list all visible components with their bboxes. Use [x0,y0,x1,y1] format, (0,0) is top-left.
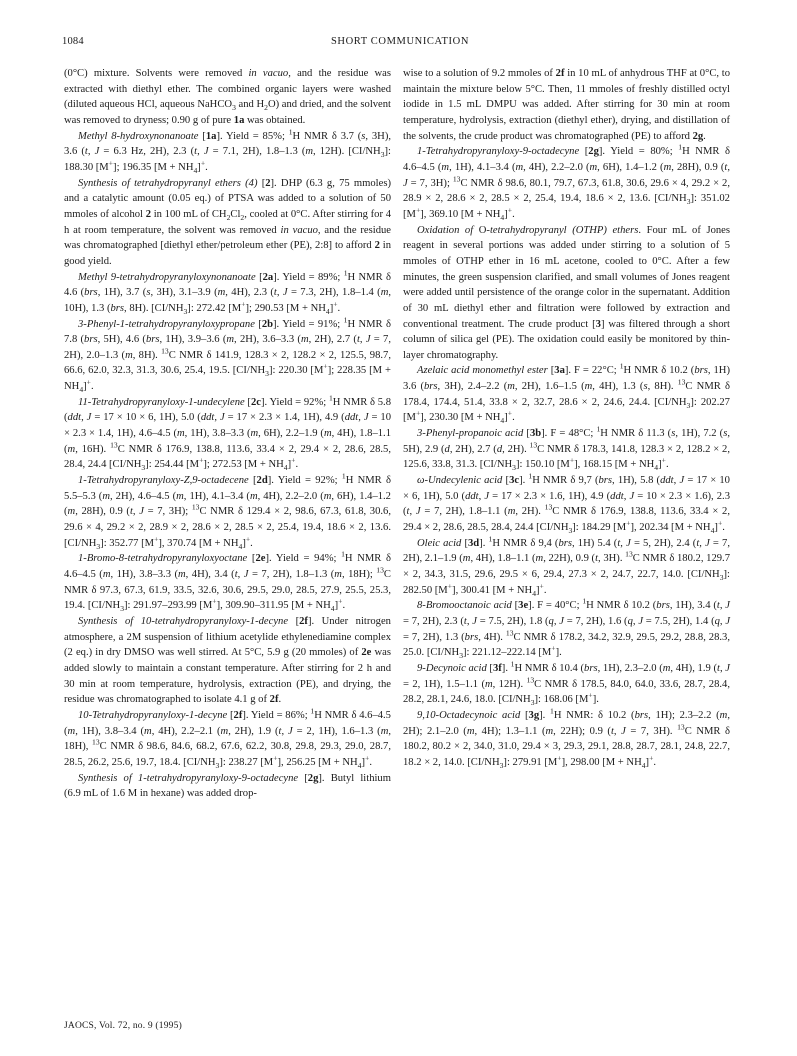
paragraph: 10-Tetrahydropyranyloxy-1-decyne [2f]. Yield = 86%; $^1$H NMR δ 4.6–4.5 (m, 1H), 3.8–3.4 (m, 4H), 2.2–2.1 (m, 2H), 1.9 (t, J = 2, 1H), 1.6–1.3 (m, 18H), $^{13}$C NMR δ 98.6, 84.6, 68.2, 67.6, 62.2, 30.8, 29.8, 29.3, 29.0, 28.7, 28.5, 26.2, 25.6, 19.7, 18.4. $[CI/NH_3]$: 238.27 [M+], 256.25 $[M + NH_4]^+$. [64,706,391,770]
paragraph: 1-Bromo-8-tetrahydropyranyloxyoctane [2e]. Yield = 94%; $^1$H NMR δ 4.6–4.5 (m, 1H), 3.8–3.3 (m, 4H), 3.4 (t, J = 7, 2H), 1.8–1.3 (m, 18H); $^{13}$C NMR δ 97.3, 67.3, 61.9, 33.5, 32.6, 30.6, 29.5, 29.0, 28.5, 27.9, 25.5, 25.3, 19.4. $[CI/NH_3]$: 291.97–293.99 [M+], 309.90–311.95 $[M + NH_4]^+$. [64,549,391,614]
paragraph: Methyl 9-tetrahydropyranyloxynonanoate [2a]. Yield = 89%; $^1$H NMR δ 4.6 (brs, 1H), 3.7 (s, 3H), 3.1–3.9 (m, 4H), 2.3 (t, J = 7.3, 2H), 1.8–1.4 (m, 10H), 1.3 (brs, 8H). $[CI/NH_3]$: 272.42 [M+]; 290.53 $[M + NH_4]^+$. [64,268,392,316]
paragraph: Azelaic acid monomethyl ester [3a]. F = 22°C; $^1$H NMR δ 10.2 (brs, 1H) 3.6 (brs, 3H), 2.4–2.2 (m, 2H), 1.6–1.5 (m, 4H), 1.3 (s, 8H). $^{13}$C NMR δ 178.4, 174.4, 51.4, 33.8 × 2, 32.7, 28.6 × 2, 24.6, 24.4. $[CI/NH_3]$: 202.27 [M+], 230.30 $[M + NH_4]^+$. [403,361,730,426]
paragraph: 11-Tetrahydropyranyloxy-1-undecylene [2c]. Yield = 92%; $^1$H NMR δ 5.8 (ddt, J = 17 × 10 × 6, 1H), 5.0 (ddt, J = 17 × 2.3 × 1.4, 1H), 4.9 (ddt, J = 10 × 2.3 × 1.4, 1H), 4.6–4.5 (m, 1H), 3.8–3.3 (m, 6H), 2.2–1.9 (m, 4H), 1.8–1.1 (m, 16H). $^{13}$C NMR δ 176.9, 138.8, 113.6, 33.4 × 2, 29.4 × 2, 28.6, 28.5, 28.4, 24.4 $[CI/NH_3]$: 254.44 [M+]; 272.53 $[M + NH_4]^+$. [64,393,392,473]
paragraph: Methyl 8-hydroxynonanoate [1a]. Yield = 85%; $^1$H NMR δ 3.7 (s, 3H), 3.6 (t, J = 6.3 Hz, 2H), 2.3 (t, J = 7.1, 2H), 1.8–1.3 (m, 12H). $[CI/NH_3]$: 188.30 [M+]; 196.35 $[M + NH_4]^+$. [64,127,392,176]
paragraph: Synthesis of 10-tetrahydropyranyloxy-1-decyne [2f]. Under nitrogen atmosphere, a 2M suspension of lithium acetylide ethylenediamine complex (2 eq.) in dry DMSO was well stirred. At 5°C, 5.9 g (20 mmoles) of 2e was added slowly to maintain a constant temperature. After stirring for 2 h and 30 min at room temperature, hydrolysis, extraction (PE), and drying, the residue was chromatographed to isolate 4.1 g of 2f. [64,615,391,706]
paragraph: Synthesis of 1-tetrahydropyranyloxy-9-octadecyne [2g]. Butyl lithium (6.9 mL of 1.6 M in hexane) was added drop- [64,772,391,800]
paragraph: Oleic acid [3d]. $^1$H NMR δ 9,4 (brs, 1H) 5.4 (t, J = 5, 2H), 2.4 (t, J = 7, 2H), 2.1–1.9 (m, 4H), 1.8–1.1 (m, 22H), 0.9 (t, 3H). $^{13}$C NMR δ 180.2, 129.7 × 2, 34.3, 31.5, 29.6, 29.5 × 6, 29.4, 27.3 × 2, 24.7, 22.7, 14.0. $[CI/NH_3]$: 282.50 [M+], 300.41 $[M + NH_4]^+$. [403,534,730,598]
paragraph: 3-Phenyl-propanoic acid [3b]. F = 48°C; $^1$H NMR δ 11.3 (s, 1H), 7.2 (s, 5H), 2.9 (d, 2H), 2.7 (d, 2H). $^{13}$C NMR δ 178.3, 141.8, 128.3 × 2, 128.2 × 2, 125.6, 33.8, 31.3. $[CI/NH_3]$: 150.10 [M+], 168.15 $[M + NH_4]^+$. [403,424,730,473]
paragraph: 1-Tetrahydropyranyloxy-9-octadecyne [2g]. Yield = 80%; $^1$H NMR δ 4.6–4.5 (m, 1H), 4.1–3.4 (m, 4H), 2.2–2.0 (m, 6H), 1.4–1.2 (m, 28H), 0.9 (t, J = 7, 3H); $^{13}$C NMR δ 98.6, 80.1, 79.7, 67.3, 61.8, 30.6, 29.6 × 4, 29.2 × 2, 28.9 × 2, 28.6 × 2, 28.5 × 2, 25.4, 19.4, 18.6 × 2, 13.6. $[CI/NH_3]$: 351.02 [M+], 369.10 $[M + NH_4]^+$. [403,142,731,223]
right-column [403,66,730,771]
paragraph: wise to a solution of 9.2 mmoles of 2f in 10 mL of anhydrous THF at 0°C, to maintain the mixture below 5°C. Then, 11 mmoles of freshly distilled octyl iodide in 1.5 mL DMPU was added. After stirring for 30 min at room temperature, hydrolysis, extraction (diethyl ether), drying, and distillation of the solvents, the crude product was chromatographed (PE) to afford 2g. [403,68,731,142]
page-number: 1084 [62,36,84,47]
paragraph: 1-Tetrahydropyranyloxy-Z,9-octadecene [2d]. Yield = 92%; $^1$H NMR δ 5.5–5.3 (m, 2H), 4.6–4.5 (m, 1H), 4.1–3.4 (m, 4H), 2.2–2.0 (m, 6H), 1.4–1.2 (m, 28H), 0.9 (t, J = 7, 3H); $^{13}$C NMR δ 129.4 × 2, 98.6, 67.3, 61.8, 30.6, 29.6 × 4, 29.2 × 2, 28.9 × 2, 28.6 × 2, 28.5 × 2, 25.4, 19.4, 18.6 × 2, 13.6. $[CI/NH_3]$: 352.77 [M+], 370.74 $[M + NH_4]^+$. [64,471,391,551]
paragraph: 9,10-Octadecynoic acid [3g]. $^1$H NMR: δ 10.2 (brs, 1H); 2.3–2.2 (m, 2H); 2.1–2.0 (m, 4H); 1.3–1.1 (m, 22H); 0.9 (t, J = 7, 3H). $^{13}$C NMR δ 180.2, 80.2 × 2, 34.0, 31.0, 29.4 × 3, 29.3, 29.1, 28.8, 28.7, 28.1, 24.8, 22.7, 18.2 × 2, 14.0. $[CI/NH_3]$: 279.91 [M+], 298.00 $[M + NH_4]^+$. [403,706,730,770]
left-column [64,66,391,802]
journal-footer: JAOCS, Vol. 72, no. 9 (1995) [64,1021,182,1031]
paragraph: 9-Decynoic acid [3f]. $^1$H NMR δ 10.4 (brs, 1H), 2.3–2.0 (m, 4H), 1.9 (t, J = 2, 1H), 1.5–1.1 (m, 12H). $^{13}$C NMR δ 178.5, 84.0, 64.0, 33.6, 28.7, 28.4, 28.2, 28.1, 24.6, 18.0. $[CI/NH_3]$: 168.06 [M+]. [403,659,730,708]
paragraph: (0°C) mixture. Solvents were removed in vacuo, and the residue was extracted with diethyl ether. The combined organic layers were washed (diluted aqueous HCl, aqueous NaHCO$_3$ and $H_2O$) and dried, and the solvent was removed to dryness; 0.90 g of pure 1a was obtained. [64,68,392,126]
paragraph: 8-Bromooctanoic acid [3e]. F = 40°C; $^1$H NMR δ 10.2 (brs, 1H), 3.4 (t, J = 7, 2H), 2.3 (t, J = 7.5, 2H), 1.8 (q, J = 7, 2H), 1.6 (q, J = 7.5, 2H), 1.4 (q, J = 7, 2H), 1.3 (brs, 4H). $^{13}$C NMR δ 178.2, 34.2, 32.9, 29.5, 29.2, 28.8, 28.3, 25.0. $[CI/NH_3]$: 221.12–222.14 [M+]. [403,596,731,661]
paragraph: Synthesis of tetrahydropyranyl ethers (4) [2]. DHP (6.3 g, 75 mmoles) and a catalytic amount (0.05 eq.) of PTSA was added to a solution of 50 mmoles of alcohol 2 in 100 mL of $CH_2Cl_2$, cooled at 0°C. After stirring for 4 h at room temperature, the solvent was removed in vacuo, and the residue was chromatographed [diethyl ether/petroleum ether (PE), 2:8] to afford 2 in good yield. [64,177,392,267]
running-header [62,36,738,52]
paragraph: ω-Undecylenic acid [3c]. $^1$H NMR δ 9,7 (brs, 1H), 5.8 (ddt, J = 17 × 10 × 6, 1H), 5.0 (ddt, J = 17 × 2.3 × 1.6, 1H), 4.9 (ddt, J = 10 × 2.3 × 1.6), 2.3 (t, J = 7, 2H), 1.8–1.1 (m, 2H). $^{13}$C NMR δ 176.9, 138.8, 113.6, 33.4 × 2, 29.4 × 2, 28.6, 28.5, 28.4, 24.4 $[CI/NH_3]$: 184.29 [M+], 202.34 $[M + NH_4]^+$. [403,471,731,536]
paragraph: 3-Phenyl-1-tetrahydropyranyloxypropane [2b]. Yield = 91%; $^1$H NMR δ 7.8 (brs, 5H), 4.6 (brs, 1H), 3.9–3.6 (m, 2H), 3.6–3.3 (m, 2H), 2.7 (t, J = 7, 2H), 2.0–1.3 (m, 8H). $^{13}$C NMR δ 141.9, 128.3 × 2, 128.2 × 2, 125.5, 98.7, 66.6, 62.0, 32.3, 31.3, 30.6, 25.4, 19.5. $[CI/NH_3]$: 220.30 [M+]; 228.35 $[M + NH_4]^+$. [64,314,391,395]
running-title: SHORT COMMUNICATION [330,36,470,47]
paragraph: Oxidation of O-tetrahydropyranyl (OTHP) ethers. Four mL of Jones reagent in several portions was added under stirring to a solution of 5 mmoles of OTHP ether in 16 mL acetone, cooled to 0°C. After a few minutes, the green suspension clarified, and small volumes of Jones reagent were added until persistence of the orange color in the supernatant. Addition of 30 mL diethyl ether and filtration were followed by extraction and conventional treatment. The crude product [3] was filtered through a short column of silica gel (PE). The oxidation could easily be monitored by thin-layer chromatography. [403,224,730,361]
